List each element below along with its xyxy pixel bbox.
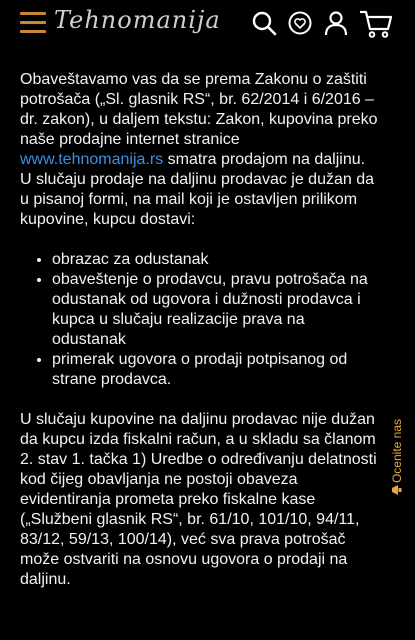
menu-icon[interactable] [20,11,46,33]
delivery-list [52,250,380,390]
rate-us-tab[interactable] [384,405,410,497]
list-item: • obrazac za odustanak [52,250,380,270]
article-body [20,70,380,590]
heart-icon[interactable] [286,9,314,37]
megaphone-icon [390,483,404,497]
fiscal-paragraph: U slučaju kupovine na daljinu prodavac nije dužan da kupcu izda fiskalni račun, a u skladu sa članom 2. stav 1. tačka 1) Uredbe o određivanju delatnosti kod čijeg obavljanja ne postoji obaveza evidentiranja prometa preko fiskalne kase („Službeni glasnik RS“, br. 61/10, 101/10, 94/11, 83/12, 59/13, 100/14), već sva prava potrošač može ostvariti na osnovu ugovora o prodaji na daljinu. [20,411,377,588]
rate-us-label: Ocenite nas [390,418,404,484]
list-item: • obaveštenje o prodavcu, pravu potrošača na odustanak od ugovora i dužnosti prodavca i kupca u slučaju realizacije prava na odustanak [52,270,380,350]
website-link[interactable]: www.tehnomanija.rs [20,151,164,168]
search-icon[interactable] [250,9,278,37]
intro-paragraph: Obaveštavamo vas da se prema Zakonu o zaštiti potrošača („Sl. glasnik RS“, br. 62/2014 i 6/2016 – dr. zakon), u daljem tekstu: Zakon, kupovina preko naše prodajne internet stranice www.tehnomanija.rs smatra prodajom na daljinu. U slučaju prodaje na daljinu prodavac je dužan da u pisanoj formi, na mail koji je ostavljen prilikom kupovine, kupcu dostavi: [20,71,378,228]
list-item: • primerak ugovora o prodaji potpisanog od strane prodavca. [52,350,380,390]
logo[interactable]: Tehnomanija [54,6,221,34]
user-icon[interactable] [322,9,350,37]
header-bar [0,0,415,46]
cart-icon[interactable] [358,9,394,37]
